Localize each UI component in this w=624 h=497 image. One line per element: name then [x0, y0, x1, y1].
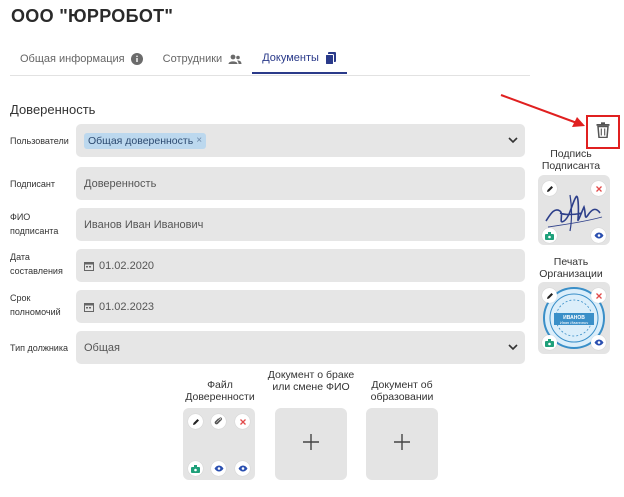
seal-text-bottom: Иван Иванович — [559, 320, 589, 325]
close-icon[interactable] — [235, 414, 250, 429]
tab-label: Документы — [262, 52, 319, 64]
seal-card — [538, 282, 610, 354]
signer-name-label: ФИО подписанта — [10, 212, 59, 236]
signature-card — [538, 175, 610, 245]
term-value: 01.02.2023 — [99, 300, 155, 313]
doc-power-card[interactable] — [183, 408, 255, 480]
tab-general-info[interactable] — [10, 44, 153, 74]
documents-icon — [325, 52, 337, 65]
position-type-value: Общая — [84, 341, 120, 354]
chip-label: Общая доверенность — [88, 134, 194, 147]
edit-icon[interactable] — [542, 181, 557, 196]
date-label: Дата составления — [10, 252, 63, 276]
eye-icon[interactable] — [211, 461, 226, 476]
users-label: Пользователи — [10, 136, 69, 146]
date-field[interactable] — [76, 249, 525, 282]
term-label: Срок полномочий — [10, 293, 61, 317]
users-icon — [228, 54, 242, 65]
close-icon[interactable] — [591, 181, 606, 196]
upload-icon[interactable] — [188, 461, 203, 476]
signer-name-value: Иванов Иван Иванович — [84, 218, 204, 231]
annotation-arrow — [495, 92, 591, 132]
close-icon[interactable] — [591, 288, 606, 303]
plus-icon — [393, 433, 411, 456]
tab-label: Общая информация — [20, 53, 125, 65]
tab-employees[interactable] — [153, 44, 253, 74]
eye-icon[interactable] — [235, 461, 250, 476]
info-icon — [131, 53, 143, 65]
upload-icon[interactable] — [542, 228, 557, 243]
doc-marriage-add-button[interactable] — [275, 408, 347, 480]
chip-remove-icon[interactable]: × — [196, 135, 203, 146]
trash-icon — [596, 122, 610, 143]
calendar-icon — [84, 302, 94, 312]
upload-icon[interactable] — [542, 335, 557, 350]
doc-marriage-label: Документ о браке или смене ФИО — [267, 369, 355, 393]
doc-power-label: Файл Доверенности — [185, 379, 255, 403]
delete-button[interactable] — [586, 115, 620, 149]
signer-value: Доверенность — [84, 177, 157, 190]
signer-field[interactable] — [76, 167, 525, 200]
users-select[interactable] — [76, 124, 525, 157]
doc-education-add-button[interactable] — [366, 408, 438, 480]
user-chip[interactable] — [84, 133, 206, 149]
chevron-down-icon[interactable] — [507, 341, 519, 356]
eye-icon[interactable] — [591, 228, 606, 243]
edit-icon[interactable] — [188, 414, 203, 429]
edit-icon[interactable] — [542, 288, 557, 303]
position-type-select[interactable] — [76, 331, 525, 364]
plus-icon — [302, 433, 320, 456]
tabs-divider — [10, 75, 530, 76]
date-value: 01.02.2020 — [99, 259, 155, 272]
paperclip-icon[interactable] — [211, 414, 226, 429]
signer-label: Подписант — [10, 179, 56, 189]
calendar-icon — [84, 261, 94, 271]
tab-documents[interactable] — [252, 44, 347, 74]
position-type-label: Тип должника — [10, 343, 68, 353]
seal-text-top: ИВАНОВ — [563, 315, 585, 321]
chevron-down-icon[interactable] — [507, 134, 519, 149]
section-title: Доверенность — [10, 102, 96, 117]
tabs-bar — [10, 44, 347, 76]
doc-education-label: Документ об образовании — [370, 379, 434, 403]
company-title: ООО "ЮРРОБОТ" — [11, 6, 174, 26]
eye-icon[interactable] — [591, 335, 606, 350]
term-field[interactable] — [76, 290, 525, 323]
tab-label: Сотрудники — [162, 53, 223, 65]
signature-label: Подпись Подписанта — [541, 148, 601, 172]
signer-name-field[interactable] — [76, 208, 525, 241]
seal-label: Печать Организации — [539, 256, 603, 280]
